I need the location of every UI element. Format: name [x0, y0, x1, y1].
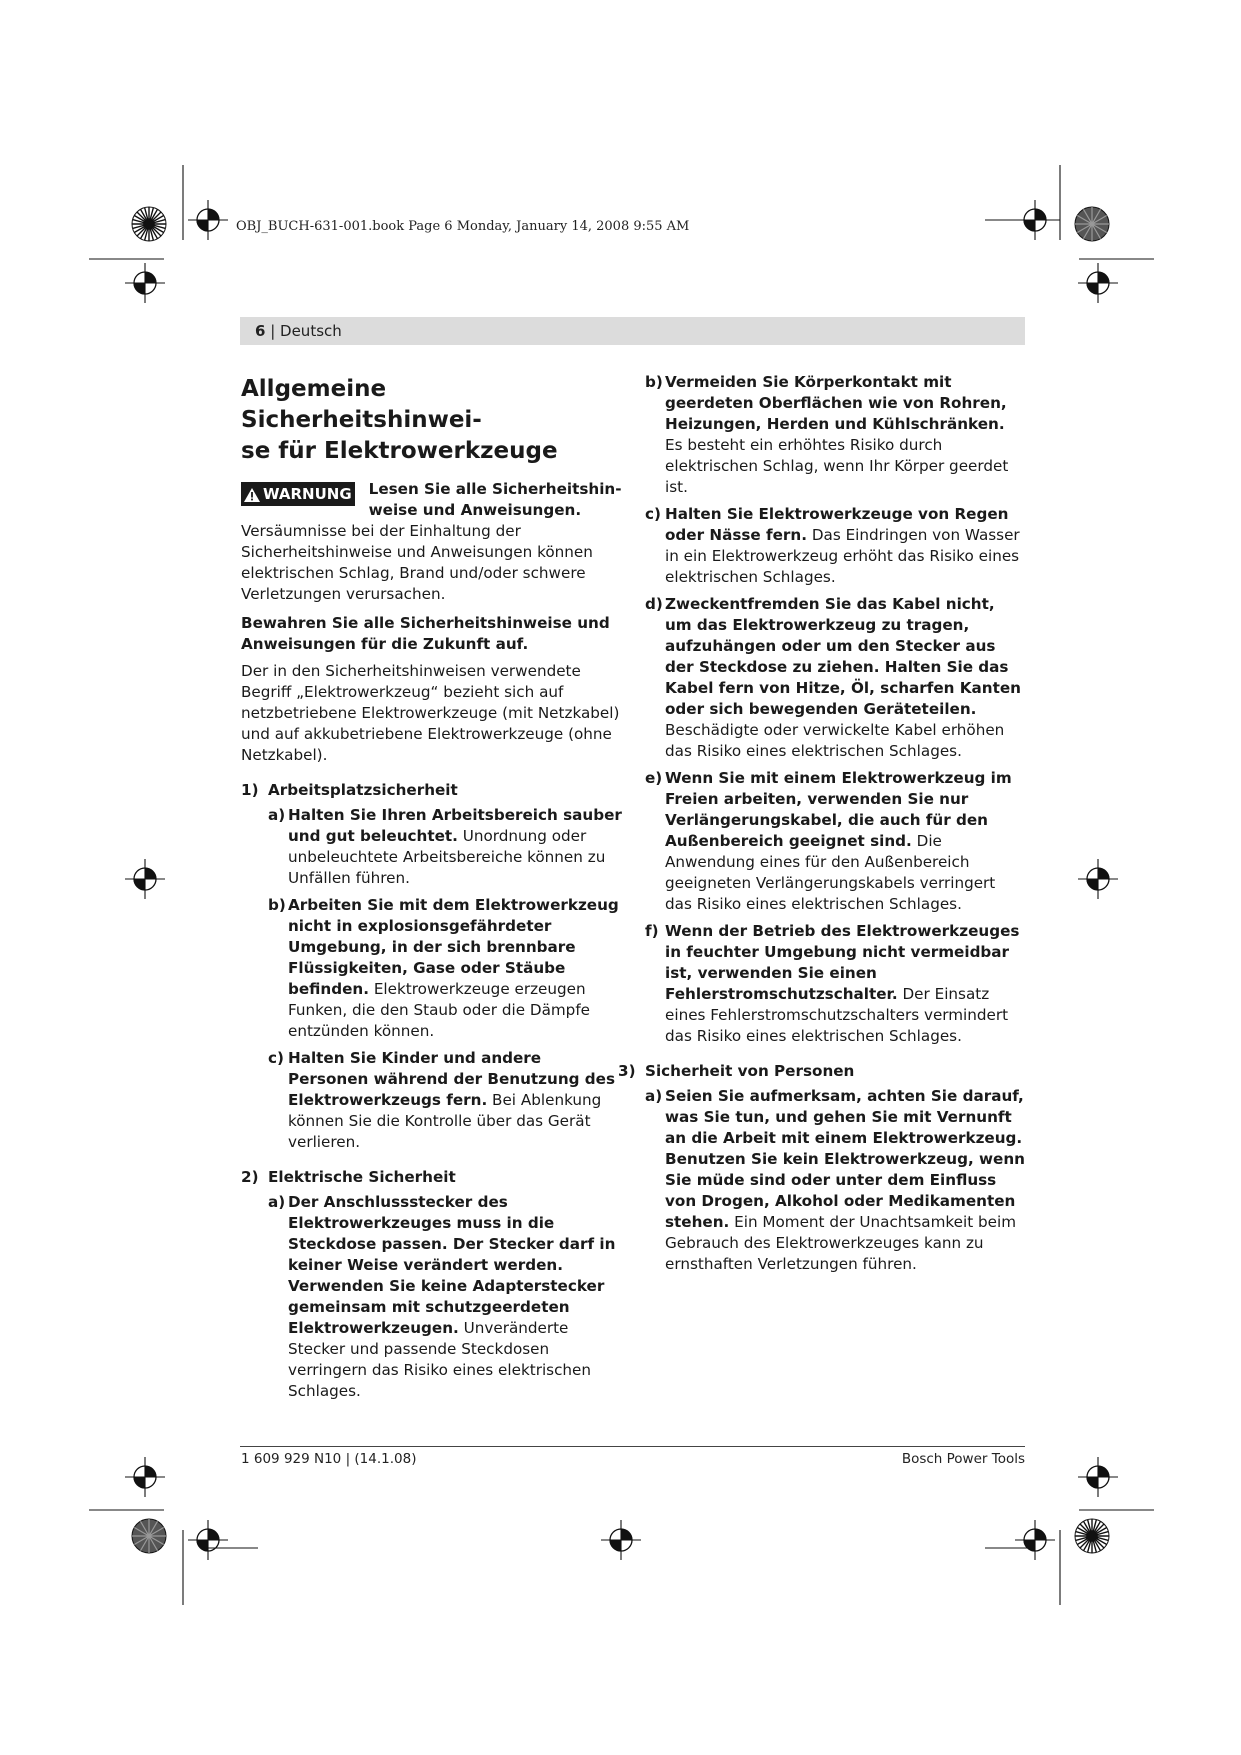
right-column — [618, 372, 1026, 1281]
item-text: Es besteht ein erhöhtes Risiko durch elektrischen Schlag, wenn Ihr Körper geerdet ist. — [665, 436, 1009, 496]
item-text: Die Anwendung eines für den Außenbereich geeigneten Verlängerungskabels verringert das Risiko eines elektrischen Schlages. — [665, 832, 996, 913]
item-marker: f) — [645, 922, 659, 940]
item-text: Unveränderte Stecker und passende Steckdosen verringern das Risiko eines elektrischen Schlages. — [288, 1319, 592, 1400]
item-text: Beschädigte oder verwickelte Kabel erhöhen das Risiko eines elektrischen Schlages. — [665, 721, 1005, 760]
item-bold: Der Anschlussstecker des Elektrowerkzeuges muss in die Steckdose passen. Der Stecker darf in keiner Weise verändert werden. Verwenden Sie keine Adapterstecker gemeinsam mit schutzgeerdeten Elektrowerkzeugen. — [288, 1193, 616, 1337]
page-header-bar — [240, 317, 1025, 345]
item-marker: a) — [645, 1087, 663, 1105]
footer-brand: Bosch Power Tools — [901, 1451, 1025, 1467]
list-item — [645, 372, 1026, 498]
section-title: Elektrische Sicherheit — [268, 1168, 456, 1186]
page-number: 6 — [255, 322, 266, 340]
item-bold: Wenn Sie mit einem Elektrowerkzeug im Freien arbeiten, verwenden Sie nur Verlängerungskabel, die auch für den Außenbereich geeignet sind. — [665, 769, 1012, 850]
item-marker: c) — [268, 1049, 284, 1067]
section-heading-3 — [618, 1061, 1026, 1082]
footer-doc-number: 1 609 929 N10 | (14.1.08) — [241, 1451, 417, 1467]
section-number: 3) — [618, 1062, 636, 1080]
item-bold: Seien Sie aufmerksam, achten Sie darauf, was Sie tun, und gehen Sie mit Vernunft an die Arbeit mit einem Elektrowerkzeug. Benutzen Sie kein Elektrowerkzeug, wenn Sie müde sind oder unter dem Einfluss von Drogen, Alkohol oder Medikamenten stehen. — [665, 1087, 1025, 1231]
footer-rule — [240, 1446, 1025, 1447]
left-column — [241, 372, 622, 1408]
warning-triangle-icon — [243, 487, 261, 503]
item-marker: a) — [268, 806, 286, 824]
list-item — [241, 1192, 622, 1402]
item-text: Elektrowerkzeuge erzeugen Funken, die den Staub oder die Dämpfe entzünden können. — [288, 980, 591, 1040]
list-item — [645, 504, 1026, 588]
warning-block — [241, 479, 622, 605]
item-marker: a) — [268, 1193, 286, 1211]
section-heading-1 — [241, 780, 622, 801]
item-bold: Halten Sie Elektrowerkzeuge von Regen oder Nässe fern. — [665, 505, 1009, 544]
list-item — [645, 1086, 1026, 1275]
file-header: OBJ_BUCH-631-001.book Page 6 Monday, January 14, 2008 9:55 AM — [236, 219, 690, 234]
item-bold: Zweckentfremden Sie das Kabel nicht, um das Elektrowerkzeug zu tragen, aufzuhängen oder um den Stecker aus der Steckdose zu ziehen. Halten Sie das Kabel fern von Hitze, Öl, scharfen Kanten oder sich bewegenden Geräteteilen. — [665, 595, 1021, 718]
item-bold: Vermeiden Sie Körperkontakt mit geerdeten Oberflächen wie von Rohren, Heizungen, Herden und Kühlschränken. — [665, 373, 1007, 433]
list-item — [645, 921, 1026, 1047]
warning-text: Versäumnisse bei der Einhaltung der Sicherheitshinweise und Anweisungen können elektrischen Schlag, Brand und/oder schwere Verletzungen verursachen. — [241, 522, 593, 603]
warning-badge — [241, 482, 355, 506]
list-item — [645, 594, 1026, 762]
item-text: Unordnung oder unbeleuchtete Arbeitsbereiche können zu Unfällen führen. — [288, 827, 606, 887]
section-heading-2 — [241, 1167, 622, 1188]
section-title: Arbeitsplatzsicherheit — [268, 781, 458, 799]
section-number: 1) — [241, 781, 259, 799]
title-line-1: Allgemeine Sicherheitshinwei- — [241, 376, 482, 433]
section-title: Sicherheit von Personen — [645, 1062, 855, 1080]
item-marker: b) — [268, 896, 286, 914]
list-item — [645, 768, 1026, 915]
warning-label: WARNUNG — [263, 485, 352, 503]
warning-bold: Lesen Sie alle Sicherheitshin-weise und Anweisungen. — [368, 480, 622, 519]
header-language: Deutsch — [280, 322, 342, 340]
item-marker: e) — [645, 769, 663, 787]
page-title — [241, 374, 622, 467]
item-bold: Wenn der Betrieb des Elektrowerkzeuges in feuchter Umgebung nicht vermeidbar ist, verwenden Sie einen Fehlerstromschutzschalter. — [665, 922, 1020, 1003]
title-line-2: se für Elektrowerkzeuge — [241, 438, 558, 464]
item-text: Bei Ablenkung können Sie die Kontrolle über das Gerät verlieren. — [288, 1091, 602, 1151]
header-separator: | — [265, 322, 281, 340]
list-item — [241, 805, 622, 889]
item-marker: d) — [645, 595, 663, 613]
item-text: Der Einsatz eines Fehlerstromschutzschalters vermindert das Risiko eines elektrischen Schlages. — [665, 985, 1009, 1045]
definition-paragraph: Der in den Sicherheitshinweisen verwendete Begriff „Elektrowerkzeug“ bezieht sich auf netzbetriebene Elektrowerkzeuge (mit Netzkabel) und auf akkubetriebene Elektrowerkzeuge (ohne Netzkabel). — [241, 662, 620, 764]
item-bold: Halten Sie Kinder und andere Personen während der Benutzung des Elektrowerkzeugs fern. — [288, 1049, 616, 1109]
item-bold: Halten Sie Ihren Arbeitsbereich sauber und gut beleuchtet. — [288, 806, 622, 845]
list-item — [241, 895, 622, 1042]
keep-instructions: Bewahren Sie alle Sicherheitshinweise und Anweisungen für die Zukunft auf. — [241, 614, 610, 653]
page-header — [255, 322, 342, 340]
list-item — [241, 1048, 622, 1153]
item-marker: c) — [645, 505, 661, 523]
item-marker: b) — [645, 373, 663, 391]
item-bold: Arbeiten Sie mit dem Elektrowerkzeug nicht in explosionsgefährdeter Umgebung, in der sich brennbare Flüssigkeiten, Gase oder Stäube befinden. — [288, 896, 619, 998]
item-text: Das Eindringen von Wasser in ein Elektrowerkzeug erhöht das Risiko eines elektrischen Schlages. — [665, 526, 1020, 586]
section-number: 2) — [241, 1168, 259, 1186]
item-text: Ein Moment der Unachtsamkeit beim Gebrauch des Elektrowerkzeuges kann zu ernsthaften Verletzungen führen. — [665, 1213, 1016, 1273]
